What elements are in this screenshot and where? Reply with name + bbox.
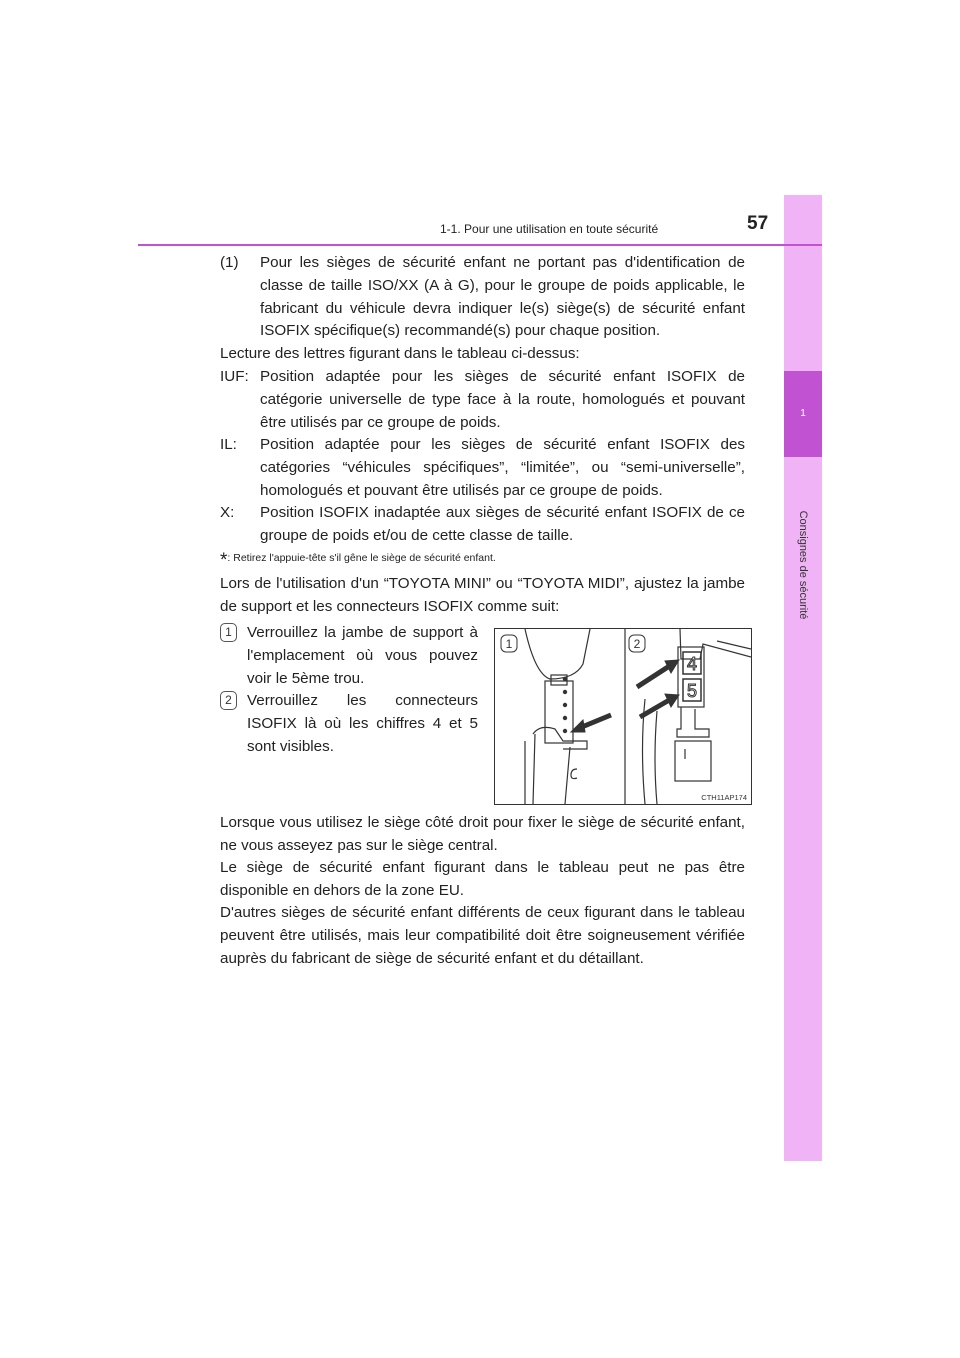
legend-text: Position adaptée pour les sièges de sécurité enfant ISOFIX de catégorie universelle de type face à la route, homologués et pouvant être utilisés par ce groupe de poids. <box>260 368 745 431</box>
step-text: Verrouillez la jambe de support à l'emplacement où vous pouvez voir le 5ème trou. <box>247 624 478 687</box>
isofix-drawing <box>495 629 751 804</box>
legend-item-il <box>220 434 745 502</box>
legend-code: IUF: <box>220 368 249 385</box>
footnote-star: * <box>220 550 228 571</box>
panel-1-label: 1 <box>505 637 513 651</box>
chapter-number: 1 <box>800 408 806 419</box>
note-1 <box>220 252 745 343</box>
chapter-tab <box>784 195 822 1161</box>
support-leg-drawing <box>525 629 590 804</box>
panel-2-label: 2 <box>633 637 641 651</box>
section-title: 1-1. Pour une utilisation en toute sécurité <box>440 222 659 236</box>
isofix-illustration <box>494 628 752 805</box>
legend-item-iuf <box>220 366 745 434</box>
legend-text: Position ISOFIX inadaptée aux sièges de sécurité enfant ISOFIX de ce groupe de poids et/ou de cette classe de taille. <box>260 504 745 544</box>
step-number-badge: 1 <box>220 623 237 642</box>
figure-code: CTH11AP174 <box>701 793 747 802</box>
step-number-badge: 2 <box>220 691 237 710</box>
para-availability: Le siège de sécurité enfant figurant dans le tableau peut ne pas être disponible en dehors de la zone EU. <box>220 859 745 899</box>
arrow-fifth-hole <box>571 715 611 732</box>
header-rule <box>138 244 822 246</box>
note-1-text: Pour les sièges de sécurité enfant ne portant pas d'identification de classe de taille ISO/XX (A à G), pour le groupe de poids applicable, le fabricant du véhicule devra indiquer le(s) siège(s) de sécurité enfant ISOFIX spécifique(s) recommandé(s) pour chaque position. <box>260 254 745 340</box>
digit-4-label: 4 <box>686 654 698 674</box>
note-1-label: (1) <box>220 254 239 271</box>
legend-code: IL: <box>220 436 237 453</box>
para-other-seats: D'autres sièges de sécurité enfant différents de ceux figurant dans le tableau peuvent être utilisés, mais leur compatibilité doit être soigneusement vérifiée auprès du fabricant de siège de sécurité enfant et du détaillant. <box>220 904 745 967</box>
arrow-digit-4 <box>637 660 679 687</box>
legend-text: Position adaptée pour les sièges de sécurité enfant ISOFIX des catégories “véhicules spécifiques”, “limitée”, ou “semi-universelle”, homologués et pouvant être utilisés par ce groupe de poids. <box>260 436 745 499</box>
legend-code: X: <box>220 504 235 521</box>
toyota-intro: Lors de l'utilisation d'un “TOYOTA MINI” ou “TOYOTA MIDI”, ajustez la jambe de support et les connecteurs ISOFIX comme suit: <box>220 575 745 615</box>
footnote-text: : Retirez l'appuie-tête s'il gêne le siège de sécurité enfant. <box>227 552 496 564</box>
page-number: 57 <box>747 213 769 234</box>
legend-item-x <box>220 502 745 548</box>
footnote <box>220 550 745 572</box>
step-text: Verrouillez les connecteurs ISOFIX là où les chiffres 4 et 5 sont visibles. <box>247 692 478 755</box>
para-right-seat: Lorsque vous utilisez le siège côté droit pour fixer le siège de sécurité enfant, ne vous asseyez pas sur le siège central. <box>220 814 745 854</box>
legend-intro: Lecture des lettres figurant dans le tableau ci-dessus: <box>220 345 580 362</box>
digit-5-label: 5 <box>686 681 698 701</box>
arrow-digit-5 <box>640 694 679 717</box>
chapter-label: Consignes de sécurité <box>797 510 809 620</box>
